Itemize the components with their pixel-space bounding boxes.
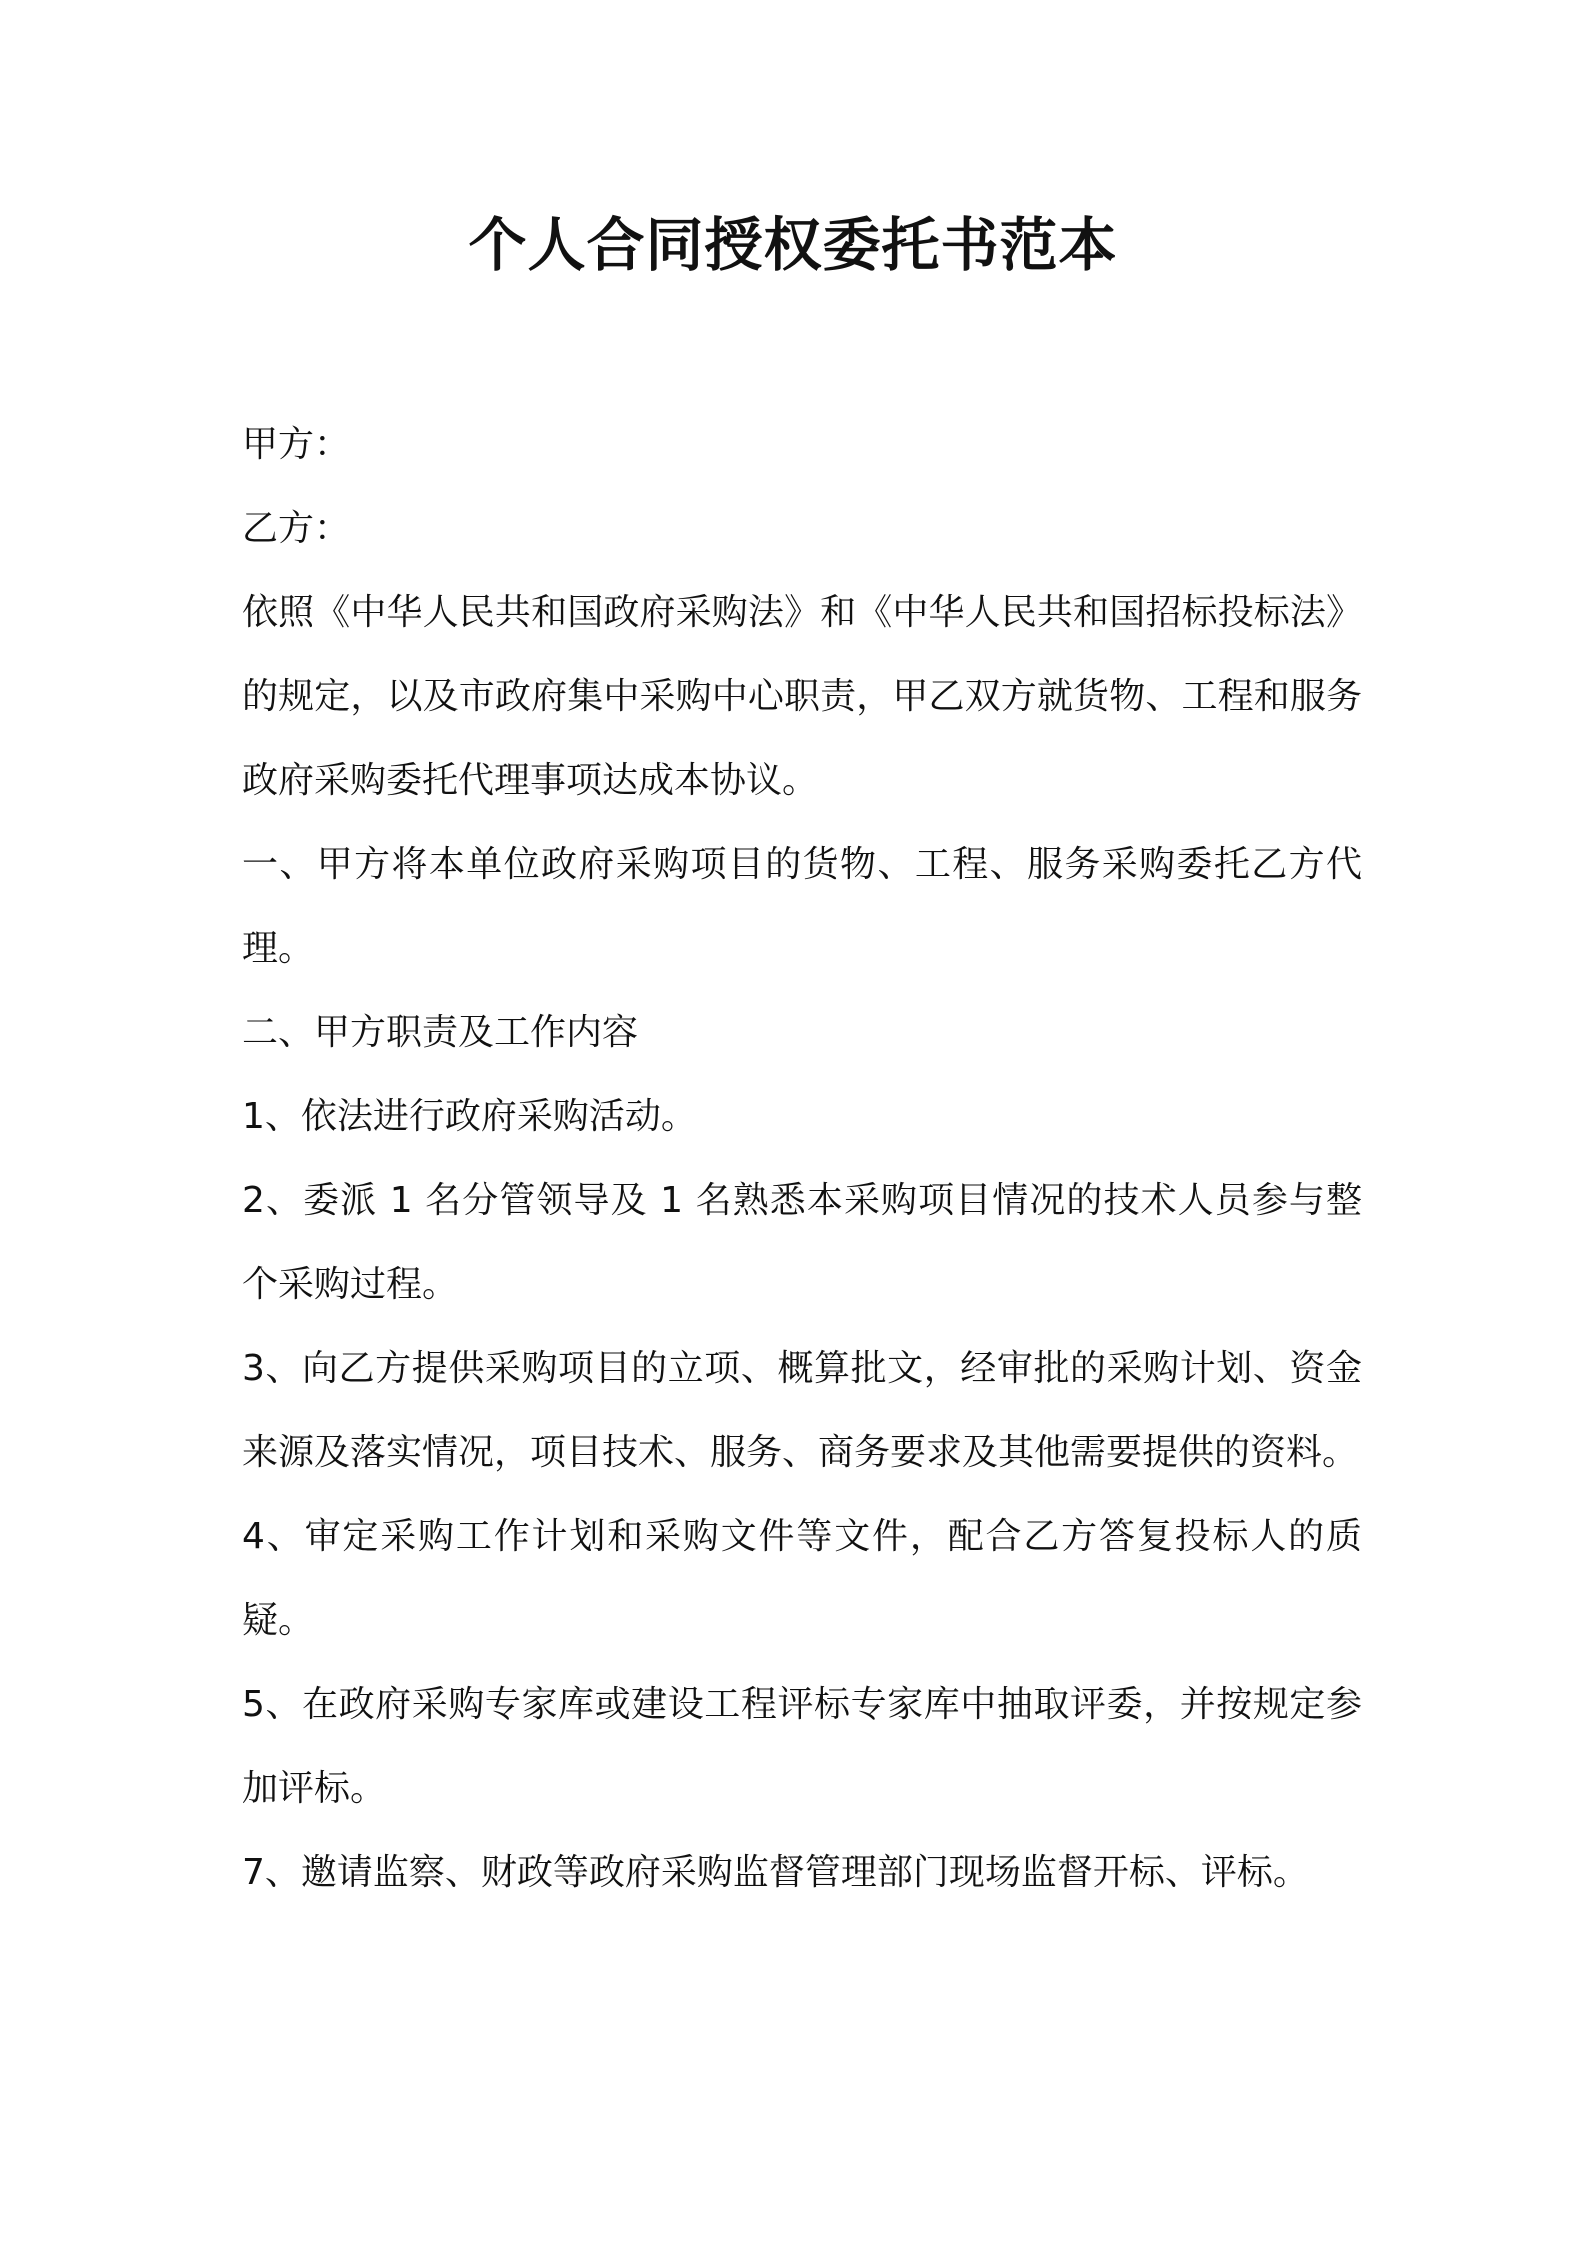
clause-one: 一、甲方将本单位政府采购项目的货物、工程、服务采购委托乙方代理。: [242, 844, 1362, 969]
item-1: 1、依法进行政府采购活动。: [242, 1096, 697, 1137]
clause-two-heading: 二、甲方职责及工作内容: [242, 1012, 639, 1053]
document-title: 个人合同授权委托书范本: [468, 211, 1118, 279]
document-body: [242, 403, 1362, 1915]
item-3: 3、向乙方提供采购项目的立项、概算批文，经审批的采购计划、资金来源及落实情况，项目技术、服务、商务要求及其他需要提供的资料。: [242, 1348, 1362, 1473]
preamble-paragraph: 依照《中华人民共和国政府采购法》和《中华人民共和国招标投标法》的规定，以及市政府集中采购中心职责，甲乙双方就货物、工程和服务政府采购委托代理事项达成本协议。: [242, 592, 1362, 801]
item-7: 7、邀请监察、财政等政府采购监督管理部门现场监督开标、评标。: [242, 1852, 1309, 1893]
party-a-line: 甲方：: [242, 424, 351, 465]
item-2: 2、委派 1 名分管领导及 1 名熟悉本采购项目情况的技术人员参与整个采购过程。: [242, 1180, 1362, 1305]
item-5: 5、在政府采购专家库或建设工程评标专家库中抽取评委，并按规定参加评标。: [242, 1684, 1362, 1809]
party-b-line: 乙方：: [242, 508, 351, 549]
item-4: 4、审定采购工作计划和采购文件等文件，配合乙方答复投标人的质疑。: [242, 1516, 1362, 1641]
